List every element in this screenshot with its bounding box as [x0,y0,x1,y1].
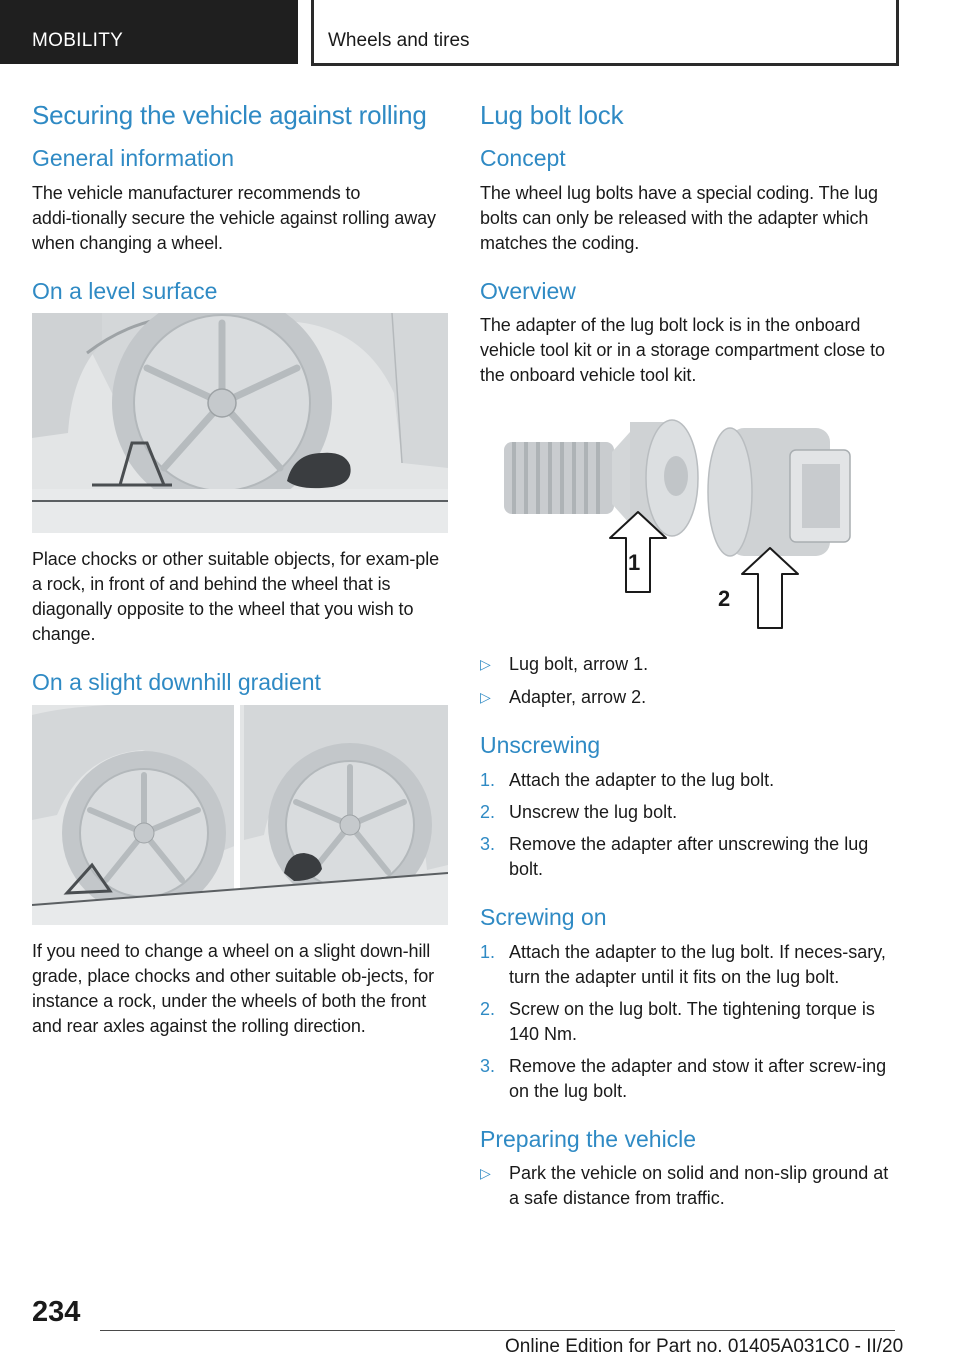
illustration-lug-bolt-and-adapter [480,402,898,642]
unscrewing-steps [480,768,898,882]
section-title-rolling: Securing the vehicle against rolling [32,100,427,130]
heading-unscrewing: Unscrewing [480,732,601,759]
left-column [32,100,448,1061]
callout-2: 2 [718,586,731,612]
illustration-level-surface [32,313,448,533]
header-chapter-tab [311,0,899,66]
edition-footnote: Online Edition for Part no. 01405A031C0 - II/20 [505,1336,904,1357]
preparing-list [480,1161,898,1211]
list-item: 3. Remove the adapter after unscrewing the lug bolt. [480,833,869,879]
header-chapter-label: Wheels and tires [328,30,470,51]
callout-1: 1 [628,550,641,576]
heading-concept: Concept [480,145,566,172]
heading-screwing-on: Screwing on [480,903,607,930]
triangle-bullet-icon: ▷ [480,656,491,673]
list-item: 2. Unscrew the lug bolt. [480,801,678,822]
list-item: 3. Remove the adapter and stow it after screw‑ing on the lug bolt. [480,1055,887,1101]
overview-list [480,652,898,710]
paragraph-general-information: The vehicle manufacturer recommends to addi‑tionally secure the vehicle against rolling away when changing a wheel. [32,182,436,253]
list-item: ▷ Park the vehicle on solid and non‑slip ground at a safe distance from traffic. [480,1163,889,1209]
header-section-label: MOBILITY [32,30,124,51]
paragraph-concept: The wheel lug bolts have a special coding. The lug bolts can only be released with the adapter which matches the coding. [480,182,878,253]
footer-divider [100,1330,895,1331]
header-section-tab [0,0,298,64]
triangle-bullet-icon: ▷ [480,1165,491,1182]
page-number: 234 [32,1296,81,1328]
heading-downhill-gradient: On a slight downhill gradient [32,669,321,696]
list-item: 1. Attach the adapter to the lug bolt. If neces‑sary, turn the adapter until it fits on the lug bolt. [480,941,886,987]
screwing-steps [480,940,898,1104]
triangle-bullet-icon: ▷ [480,689,491,706]
list-item: 2. Screw on the lug bolt. The tightening torque is 140 Nm. [480,998,875,1044]
heading-level-surface: On a level surface [32,277,218,304]
paragraph-level-surface: Place chocks or other suitable objects, for exam‑ple a rock, in front of and behind the wheel that is diagonally opposite to the wheel that you wish to change. [32,549,439,645]
list-item: ▷ Lug bolt, arrow 1. [480,652,898,677]
section-title-lug-bolt-lock: Lug bolt lock [480,100,624,130]
heading-overview: Overview [480,277,576,304]
paragraph-downhill-gradient: If you need to change a wheel on a slight down‑hill grade, place chocks and other suitable ob‑jects, for instance a rock, under the wheels of both the front and rear axles against the rolling direction. [32,940,435,1036]
list-item: ▷ Adapter, arrow 2. [480,685,898,710]
heading-general-information: General information [32,145,234,172]
right-column [480,100,898,1233]
heading-preparing-vehicle: Preparing the vehicle [480,1125,697,1152]
illustration-downhill-gradient [32,705,448,925]
list-item: 1. Attach the adapter to the lug bolt. [480,769,775,790]
paragraph-overview: The adapter of the lug bolt lock is in the onboard vehicle tool kit or in a storage compartment close to the onboard vehicle tool kit. [480,315,885,386]
